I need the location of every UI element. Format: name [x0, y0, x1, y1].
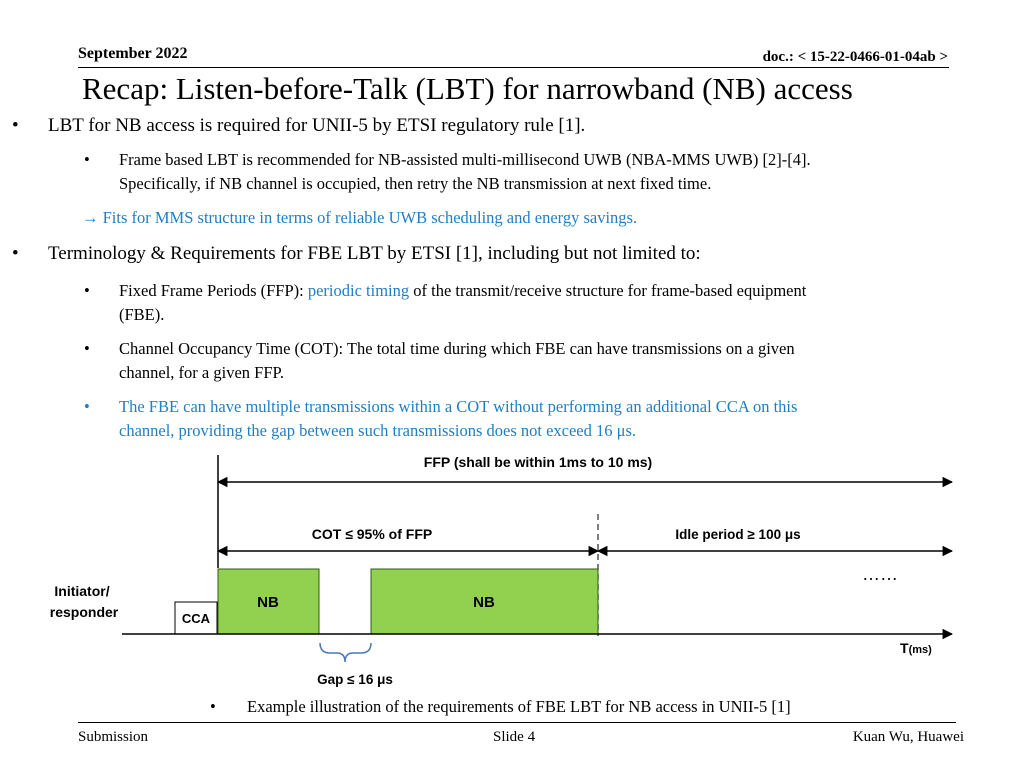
sub-bullet-cot-line1: Channel Occupancy Time (COT): The total time during which FBE can have transmissions on a given: [119, 339, 795, 358]
bullet-terminology: Terminology & Requirements for FBE LBT by ETSI [1], including but not limited to:: [48, 243, 701, 264]
bullet-marker: •: [84, 339, 90, 358]
header-date: September 2022: [78, 45, 188, 62]
sub-bullet-frame-based-line2: Specifically, if NB channel is occupied, then retry the NB transmission at next fixed time.: [119, 174, 712, 193]
footer-slide-number: Slide 4: [493, 729, 536, 745]
continuation-ellipsis: ……: [862, 564, 898, 584]
header-divider: [78, 67, 949, 68]
sub-bullet-ffp-line1: [119, 279, 806, 303]
bullet-marker: •: [84, 397, 90, 416]
mms-fit-note-text: Fits for MMS structure in terms of reliable UWB scheduling and energy savings.: [102, 208, 638, 227]
role-label-line2: responder: [49, 604, 119, 620]
header-doc-id: doc.: < 15-22-0466-01-04ab >: [762, 49, 948, 65]
role-label-line1: Initiator/: [54, 583, 110, 599]
bullet-marker: •: [84, 150, 90, 169]
time-axis-unit: (ms): [908, 644, 932, 656]
ffp-rest: of the transmit/receive structure for frame-based equipment: [409, 281, 807, 300]
sub-bullet-multi-tx-line1: The FBE can have multiple transmissions within a COT without performing an additional CCA on this: [119, 397, 798, 416]
time-axis-symbol: T: [900, 640, 909, 656]
ffp-highlight: periodic timing: [307, 281, 410, 300]
mms-fit-note: [82, 206, 637, 230]
sub-bullet-cot-line2: channel, for a given FFP.: [119, 363, 284, 382]
bullet-marker: •: [84, 281, 90, 300]
slide-title: Recap: Listen-before-Talk (LBT) for narrowband (NB) access: [82, 71, 853, 106]
sub-bullet-frame-based-line1: Frame based LBT is recommended for NB-assisted multi-millisecond UWB (NBA-MMS UWB) [2]-[4].: [119, 150, 811, 169]
footer-left: Submission: [78, 729, 149, 745]
idle-label: Idle period ≥ 100 μs: [675, 527, 801, 542]
cot-label: COT ≤ 95% of FFP: [311, 526, 433, 542]
nb-label-1: NB: [257, 594, 279, 611]
diagram-caption: Example illustration of the requirements of FBE LBT for NB access in UNII-5 [1]: [247, 697, 791, 716]
gap-brace: [320, 643, 371, 662]
ffp-term: Fixed Frame Periods (FFP):: [119, 281, 308, 300]
footer-divider: [78, 722, 956, 723]
sub-bullet-ffp-line2: (FBE).: [119, 305, 165, 324]
bullet-marker: •: [12, 243, 19, 264]
arrow-right-icon: →: [82, 208, 99, 227]
bullet-marker: •: [210, 697, 216, 716]
bullet-lbt-required: LBT for NB access is required for UNII-5 by ETSI regulatory rule [1].: [48, 115, 586, 136]
cca-label: CCA: [181, 611, 211, 626]
fbe-timing-diagram: [0, 440, 1024, 700]
footer-author: Kuan Wu, Huawei: [852, 729, 964, 745]
ffp-label: FFP (shall be within 1ms to 10 ms): [423, 454, 653, 470]
time-axis-label: [900, 640, 932, 656]
bullet-marker: •: [12, 115, 19, 136]
sub-bullet-multi-tx-line2: channel, providing the gap between such transmissions does not exceed 16 μs.: [119, 421, 637, 440]
nb-label-2: NB: [473, 594, 495, 611]
gap-label: Gap ≤ 16 μs: [317, 672, 393, 687]
